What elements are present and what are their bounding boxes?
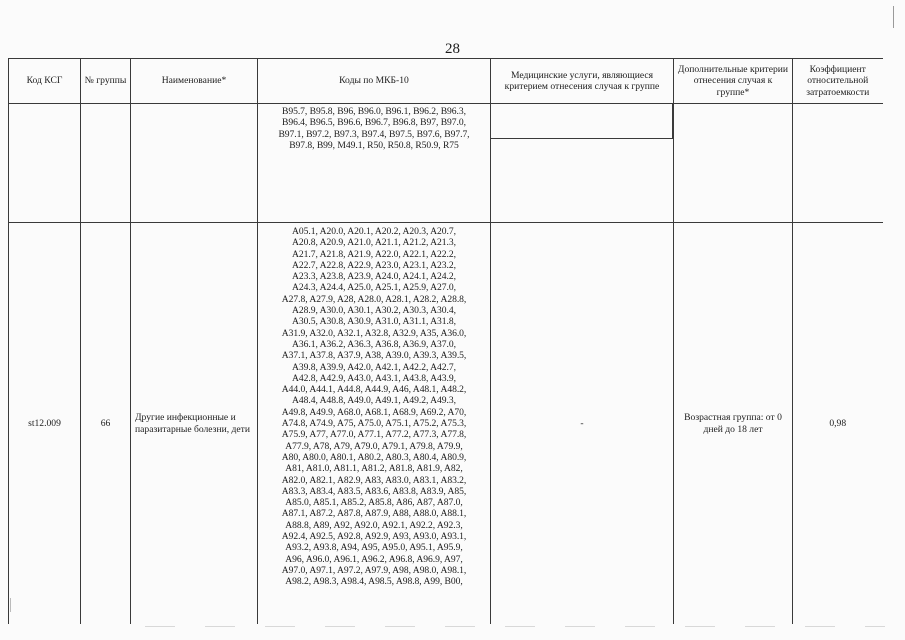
services-inner-box <box>491 104 673 139</box>
cell-empty <box>674 104 793 223</box>
icd-line: A27.8, A27.9, A28, A28.0, A28.1, A28.2, A28.8, <box>281 293 467 305</box>
icd-line: A23.3, A23.8, A23.9, A24.0, A24.1, A24.2, <box>292 271 456 283</box>
table-header-row <box>9 59 883 104</box>
header-additional-criteria: Дополнительные критерии отнесения случая к группе* <box>674 59 793 104</box>
icd-line: B97.8, B99, M49.1, R50, R50.8, R50.9, R75 <box>289 139 459 151</box>
icd-line: A98.2, A98.3, A98.4, A98.5, A98.8, A99, B00, <box>285 576 463 588</box>
icd-line: A21.7, A21.8, A21.9, A22.0, A22.1, A22.2, <box>292 248 456 260</box>
header-group-number: № группы <box>81 59 131 104</box>
icd-line: A75.9, A77, A77.0, A77.1, A77.2, A77.3, A77.8, <box>281 429 467 441</box>
cell-additional-criteria: Возрастная группа: от 0 дней до 18 лет <box>674 223 793 625</box>
icd-line: A31.9, A32.0, A32.1, A32.8, A32.9, A35, A36.0, <box>281 327 467 339</box>
icd-line: A82.0, A82.1, A82.9, A83, A83.0, A83.1, A83.2, <box>281 474 467 486</box>
cell-name: Другие инфекционные и паразитарные болезни, дети <box>131 223 258 625</box>
ksg-table <box>8 58 883 624</box>
scan-edge-mark-top <box>893 6 894 28</box>
header-icd-codes: Коды по МКБ-10 <box>258 59 491 104</box>
icd-line: A30.5, A30.8, A30.9, A31.0, A31.1, A31.8, <box>292 316 456 328</box>
icd-line: A85.0, A85.1, A85.2, A85.8, A86, A87, A87.0, <box>285 497 463 509</box>
table-row-continuation <box>9 104 883 223</box>
header-coefficient: Коэффициент относительной затратоемкости <box>793 59 883 104</box>
icd-line: A97.0, A97.1, A97.2, A97.9, A98, A98.0, A98.1, <box>281 564 467 576</box>
icd-line: B95.7, B95.8, B96, B96.0, B96.1, B96.2, B96.3, <box>281 106 466 117</box>
header-medical-services: Медицинские услуги, являющиеся критерием отнесения случая к группе <box>491 59 674 104</box>
icd-line: A36.1, A36.2, A36.3, A36.8, A36.9, A37.0, <box>292 338 456 350</box>
page-number: 28 <box>445 41 460 57</box>
icd-line: A20.8, A20.9, A21.0, A21.1, A21.2, A21.3, <box>292 237 456 249</box>
cell-empty <box>81 104 131 223</box>
icd-line: A49.8, A49.9, A68.0, A68.1, A68.9, A69.2, A70, <box>281 406 467 418</box>
icd-line: A77.9, A78, A79, A79.0, A79.1, A79.8, A79.9, <box>285 440 463 452</box>
cell-empty <box>9 104 81 223</box>
icd-line: A96, A96.0, A96.1, A96.2, A96.8, A96.9, A97, <box>285 553 463 565</box>
header-code-ksg: Код КСГ <box>9 59 81 104</box>
cell-medical-services-empty <box>491 104 674 223</box>
icd-line: A83.3, A83.4, A83.5, A83.6, A83.8, A83.9, A85, <box>281 485 467 497</box>
cell-icd-codes <box>258 223 491 625</box>
cell-group-number: 66 <box>81 223 131 625</box>
cell-code-ksg: st12.009 <box>9 223 81 625</box>
icd-line: A87.1, A87.2, A87.8, A87.9, A88, A88.0, A88.1, <box>281 508 467 520</box>
icd-line: A39.8, A39.9, A42.0, A42.1, A42.2, A42.7, <box>292 361 456 373</box>
icd-line: A44.0, A44.1, A44.8, A44.9, A46, A48.1, A48.2, <box>281 384 467 396</box>
icd-line: B97.1, B97.2, B97.3, B97.4, B97.5, B97.6, B97.7, <box>278 128 470 140</box>
faint-bleed-through-line <box>145 626 885 627</box>
icd-line: A24.3, A24.4, A25.0, A25.1, A25.9, A27.0, <box>292 282 456 294</box>
icd-line: A93.2, A93.8, A94, A95, A95.0, A95.1, A95.9, <box>285 542 463 554</box>
icd-line: A28.9, A30.0, A30.1, A30.2, A30.3, A30.4, <box>292 305 456 317</box>
icd-line: B96.4, B96.5, B96.6, B96.7, B96.8, B97, B97.0, <box>281 117 466 129</box>
icd-line: A74.8, A74.9, A75, A75.0, A75.1, A75.2, A75.3, <box>281 418 467 430</box>
cell-icd-codes-continuation <box>258 104 491 223</box>
icd-line: A92.4, A92.5, A92.8, A92.9, A93, A93.0, A93.1, <box>281 531 467 543</box>
icd-line: A22.7, A22.8, A22.9, A23.0, A23.1, A23.2, <box>292 259 456 271</box>
icd-line: A42.8, A42.9, A43.0, A43.1, A43.8, A43.9, <box>292 372 456 384</box>
icd-line: A05.1, A20.0, A20.1, A20.2, A20.3, A20.7, <box>292 226 456 237</box>
icd-line: A37.1, A37.8, A37.9, A38, A39.0, A39.3, A39.5, <box>281 350 467 362</box>
cell-medical-services: - <box>491 223 674 625</box>
cell-empty <box>793 104 883 223</box>
icd-line: A80, A80.0, A80.1, A80.2, A80.3, A80.4, A80.9, <box>281 451 467 463</box>
cell-empty <box>131 104 258 223</box>
table-row-st12-009 <box>9 223 883 625</box>
cell-coefficient: 0,98 <box>793 223 883 625</box>
icd-line: A81, A81.0, A81.1, A81.2, A81.8, A81.9, A82, <box>285 463 463 475</box>
icd-line: A88.8, A89, A92, A92.0, A92.1, A92.2, A92.3, <box>285 519 463 531</box>
header-name: Наименование* <box>131 59 258 104</box>
icd-line: A48.4, A48.8, A49.0, A49.1, A49.2, A49.3, <box>292 395 456 407</box>
